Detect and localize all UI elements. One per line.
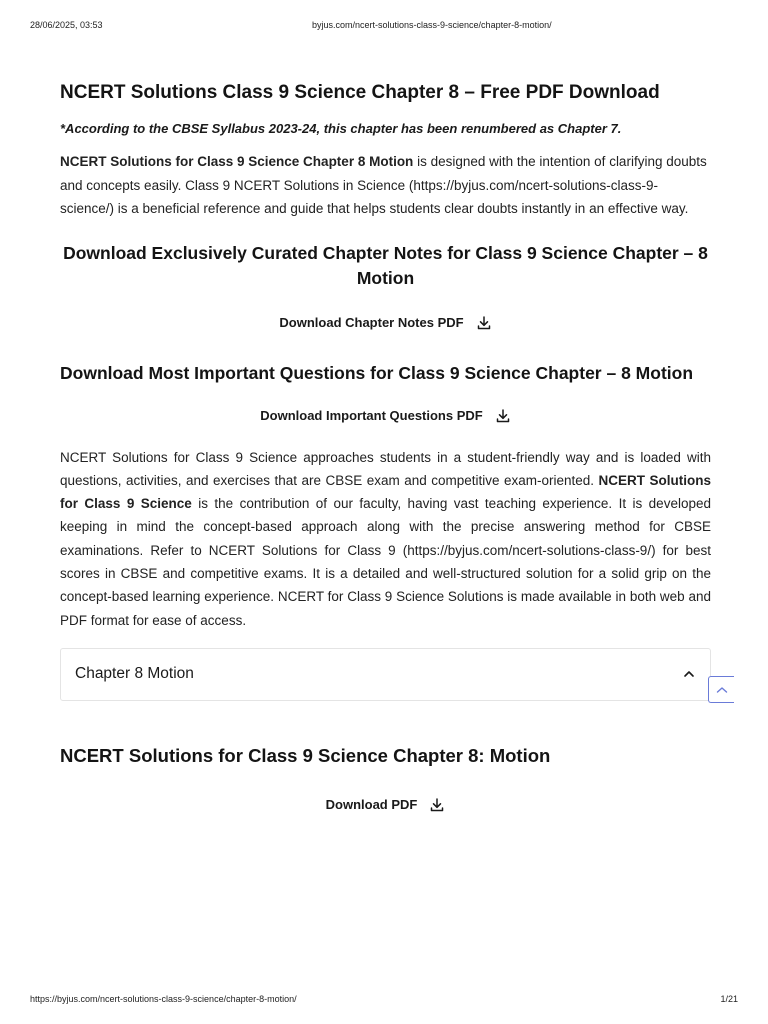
page-title: NCERT Solutions Class 9 Science Chapter 8 – Free PDF Download bbox=[60, 82, 660, 103]
download-important-questions-button[interactable] bbox=[60, 408, 711, 424]
download-pdf-button[interactable] bbox=[60, 797, 711, 813]
accordion-title: Chapter 8 Motion bbox=[75, 665, 194, 683]
download-pdf-label: Download PDF bbox=[325, 797, 418, 813]
chapter-accordion[interactable] bbox=[60, 648, 711, 701]
print-datetime: 28/06/2025, 03:53 bbox=[30, 20, 103, 30]
download-icon bbox=[476, 315, 492, 331]
chevron-up-icon bbox=[715, 683, 729, 697]
intro-paragraph bbox=[60, 150, 711, 221]
download-notes-label: Download Chapter Notes PDF bbox=[279, 315, 464, 330]
scroll-to-top-button[interactable] bbox=[708, 676, 734, 703]
chevron-up-icon bbox=[682, 667, 696, 681]
intro-bold: NCERT Solutions for Class 9 Science Chapter 8 Motion bbox=[60, 154, 414, 169]
solutions-heading: NCERT Solutions for Class 9 Science Chapter 8: Motion bbox=[60, 744, 551, 766]
important-questions-heading: Download Most Important Questions for Class 9 Science Chapter – 8 Motion bbox=[60, 362, 694, 383]
download-icon bbox=[429, 797, 445, 813]
footer-url: https://byjus.com/ncert-solutions-class-9-science/chapter-8-motion/ bbox=[30, 994, 297, 1004]
page-number: 1/21 bbox=[720, 994, 738, 1004]
body-paragraph bbox=[60, 446, 711, 632]
print-url: byjus.com/ncert-solutions-class-9-science/chapter-8-motion/ bbox=[312, 20, 552, 30]
print-header bbox=[0, 0, 768, 30]
intro-text: is designed with the intention of clarifying doubts and concepts easily. Class 9 NCERT Solutions in Science (https://byjus.com/ncert-solutions-class-9-science/) is a beneficial reference and guide that helps students clear doubts instantly in an effective way. bbox=[60, 154, 707, 216]
syllabus-note: *According to the CBSE Syllabus 2023-24, this chapter has been renumbered as Chapter 7. bbox=[60, 121, 622, 136]
download-icon bbox=[495, 408, 511, 424]
article bbox=[60, 80, 711, 813]
body-text-1: NCERT Solutions for Class 9 Science approaches students in a student-friendly way and is loaded with questions, activities, and exercises that are CBSE exam and competitive exam-oriented. bbox=[60, 449, 711, 488]
print-footer bbox=[0, 994, 768, 1014]
notes-heading: Download Exclusively Curated Chapter Notes for Class 9 Science Chapter – 8 Motion bbox=[63, 242, 708, 288]
body-text-2: is the contribution of our faculty, having vast teaching experience. It is developed keeping in mind the concept-based approach along with the precise answering method for CBSE examinations. Refer to NCERT Solutions for Class 9 (https://byjus.com/ncert-solutions-class-9/) for best scores in CBSE and competitive exams. It is a detailed and well-structured solution for a solid grip on the concept-based learning experience. NCERT for Class 9 Science Solutions is made available in both web and PDF format for ease of access. bbox=[60, 496, 711, 628]
body-bold: NCERT Solutions for Class 9 Science bbox=[60, 472, 711, 512]
download-notes-button[interactable] bbox=[60, 315, 711, 331]
download-important-label: Download Important Questions PDF bbox=[260, 408, 483, 423]
